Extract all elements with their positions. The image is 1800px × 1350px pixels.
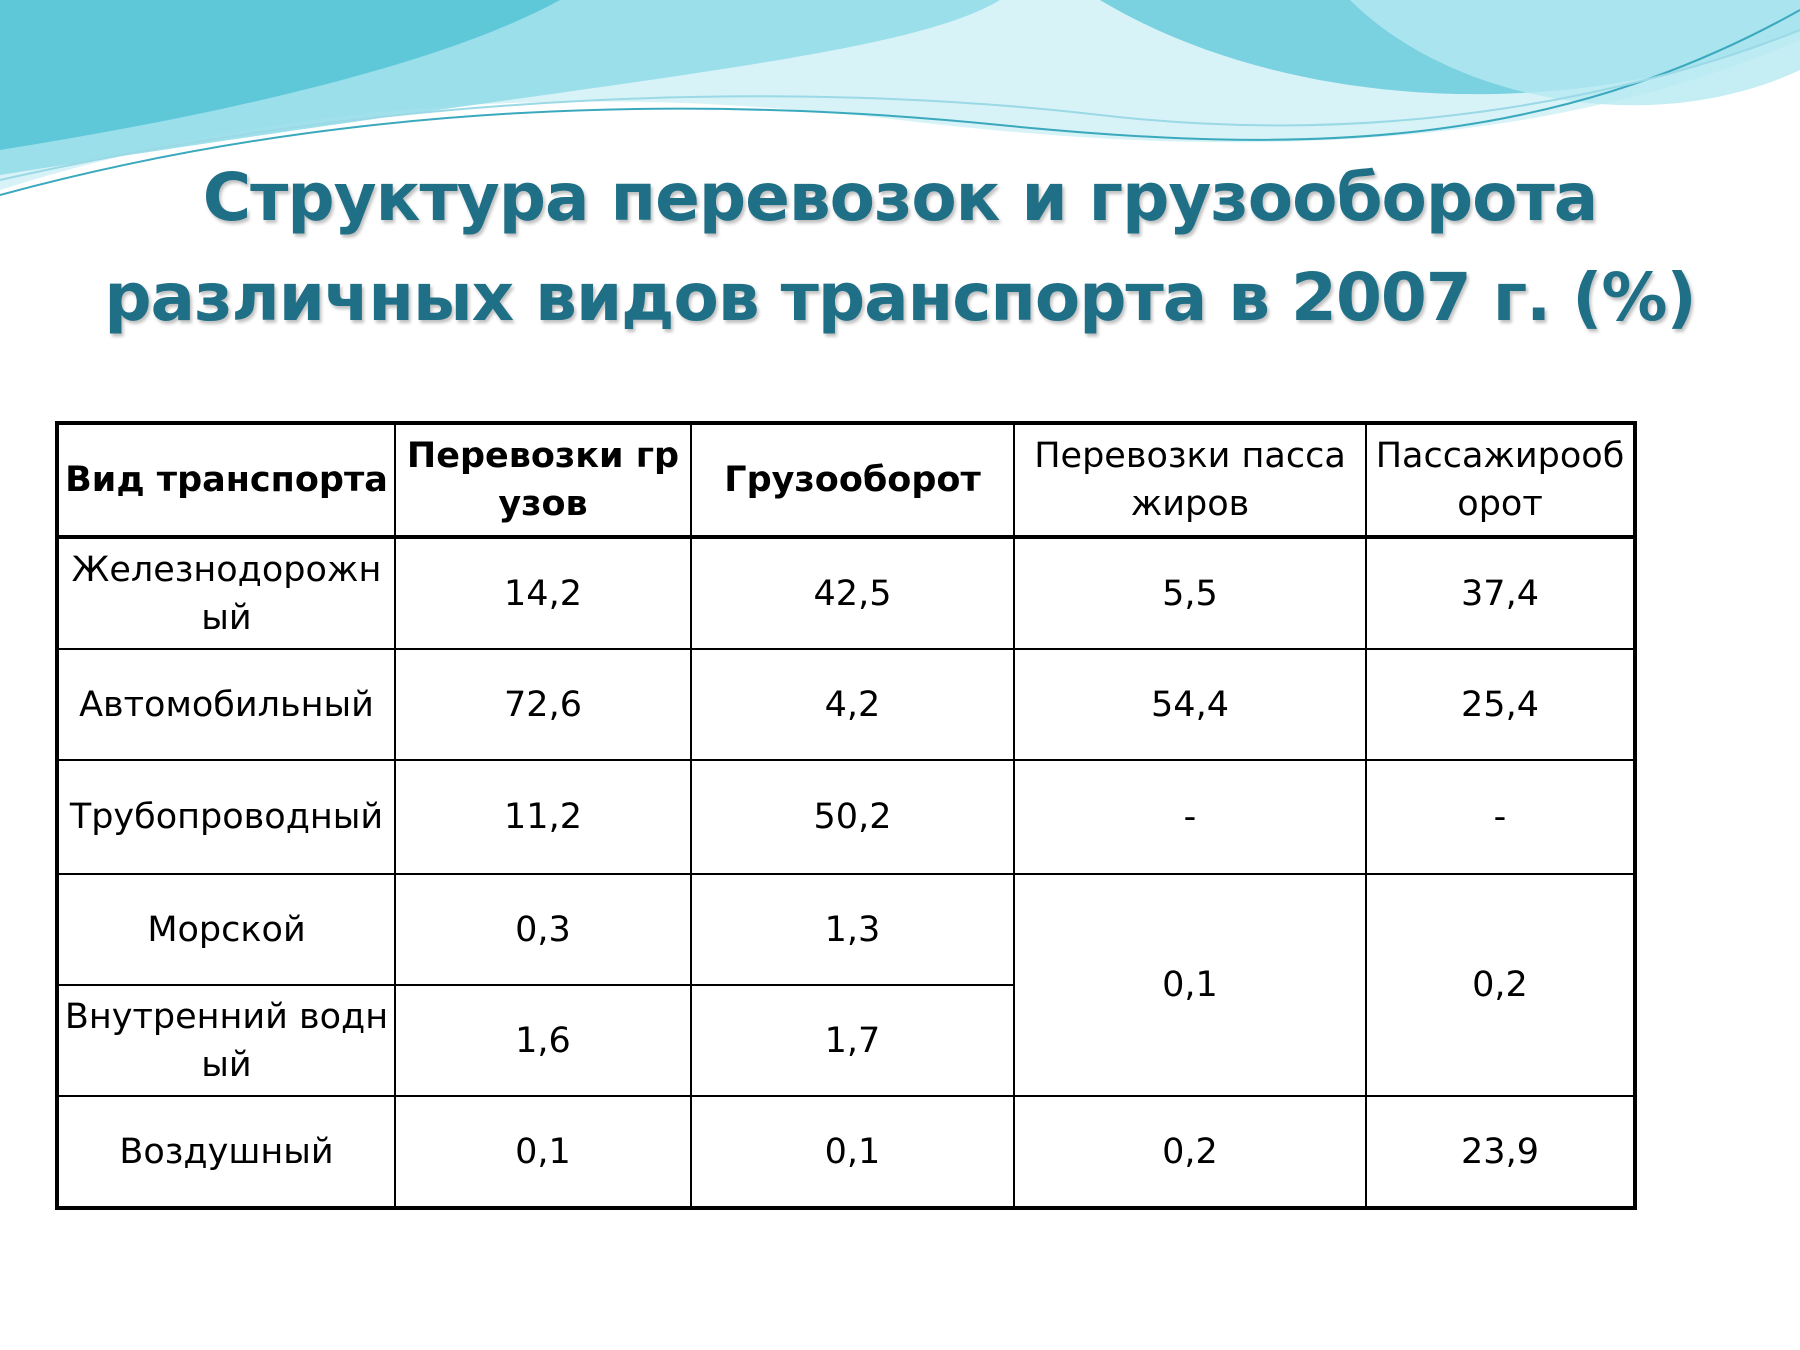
cell-type: Автомобильный xyxy=(57,649,395,760)
cell-cargo: 1,6 xyxy=(395,985,691,1096)
cell-cargo: 0,1 xyxy=(395,1096,691,1208)
table-row xyxy=(57,1096,1635,1208)
cell-turnover: 0,1 xyxy=(691,1096,1014,1208)
cell-passengers: - xyxy=(1014,760,1366,874)
cell-cargo: 11,2 xyxy=(395,760,691,874)
cell-passenger-turnover: 37,4 xyxy=(1366,537,1635,649)
table-row xyxy=(57,874,1635,985)
title-line-2: различных видов транспорта в 2007 г. (%) xyxy=(104,259,1696,336)
cell-passenger-turnover-merged: 0,2 xyxy=(1366,874,1635,1096)
cell-cargo: 14,2 xyxy=(395,537,691,649)
table-header-row xyxy=(57,423,1635,537)
cell-type: Железнодорожный xyxy=(57,537,395,649)
cell-passenger-turnover: 23,9 xyxy=(1366,1096,1635,1208)
cell-passengers: 0,2 xyxy=(1014,1096,1366,1208)
cell-passengers-merged: 0,1 xyxy=(1014,874,1366,1096)
cell-turnover: 1,3 xyxy=(691,874,1014,985)
cell-turnover: 42,5 xyxy=(691,537,1014,649)
header-cargo-turnover: Грузооборот xyxy=(691,423,1014,537)
table-row xyxy=(57,537,1635,649)
cell-passengers: 5,5 xyxy=(1014,537,1366,649)
cell-type: Трубопроводный xyxy=(57,760,395,874)
table-row xyxy=(57,760,1635,874)
cell-type: Внутренний водный xyxy=(57,985,395,1096)
cell-turnover: 4,2 xyxy=(691,649,1014,760)
header-passenger-turnover: Пассажирооборот xyxy=(1366,423,1635,537)
cell-passenger-turnover: - xyxy=(1366,760,1635,874)
cell-type: Воздушный xyxy=(57,1096,395,1208)
cell-cargo: 72,6 xyxy=(395,649,691,760)
page-title xyxy=(0,148,1800,348)
cell-turnover: 50,2 xyxy=(691,760,1014,874)
cell-cargo: 0,3 xyxy=(395,874,691,985)
table-row xyxy=(57,649,1635,760)
header-passengers: Перевозки пассажиров xyxy=(1014,423,1366,537)
cell-passengers: 54,4 xyxy=(1014,649,1366,760)
title-line-1: Структура перевозок и грузооборота xyxy=(202,159,1598,236)
header-transport-type: Вид транспорта xyxy=(57,423,395,537)
cell-turnover: 1,7 xyxy=(691,985,1014,1096)
transport-structure-table xyxy=(55,421,1637,1210)
cell-passenger-turnover: 25,4 xyxy=(1366,649,1635,760)
header-cargo: Перевозки грузов xyxy=(395,423,691,537)
cell-type: Морской xyxy=(57,874,395,985)
